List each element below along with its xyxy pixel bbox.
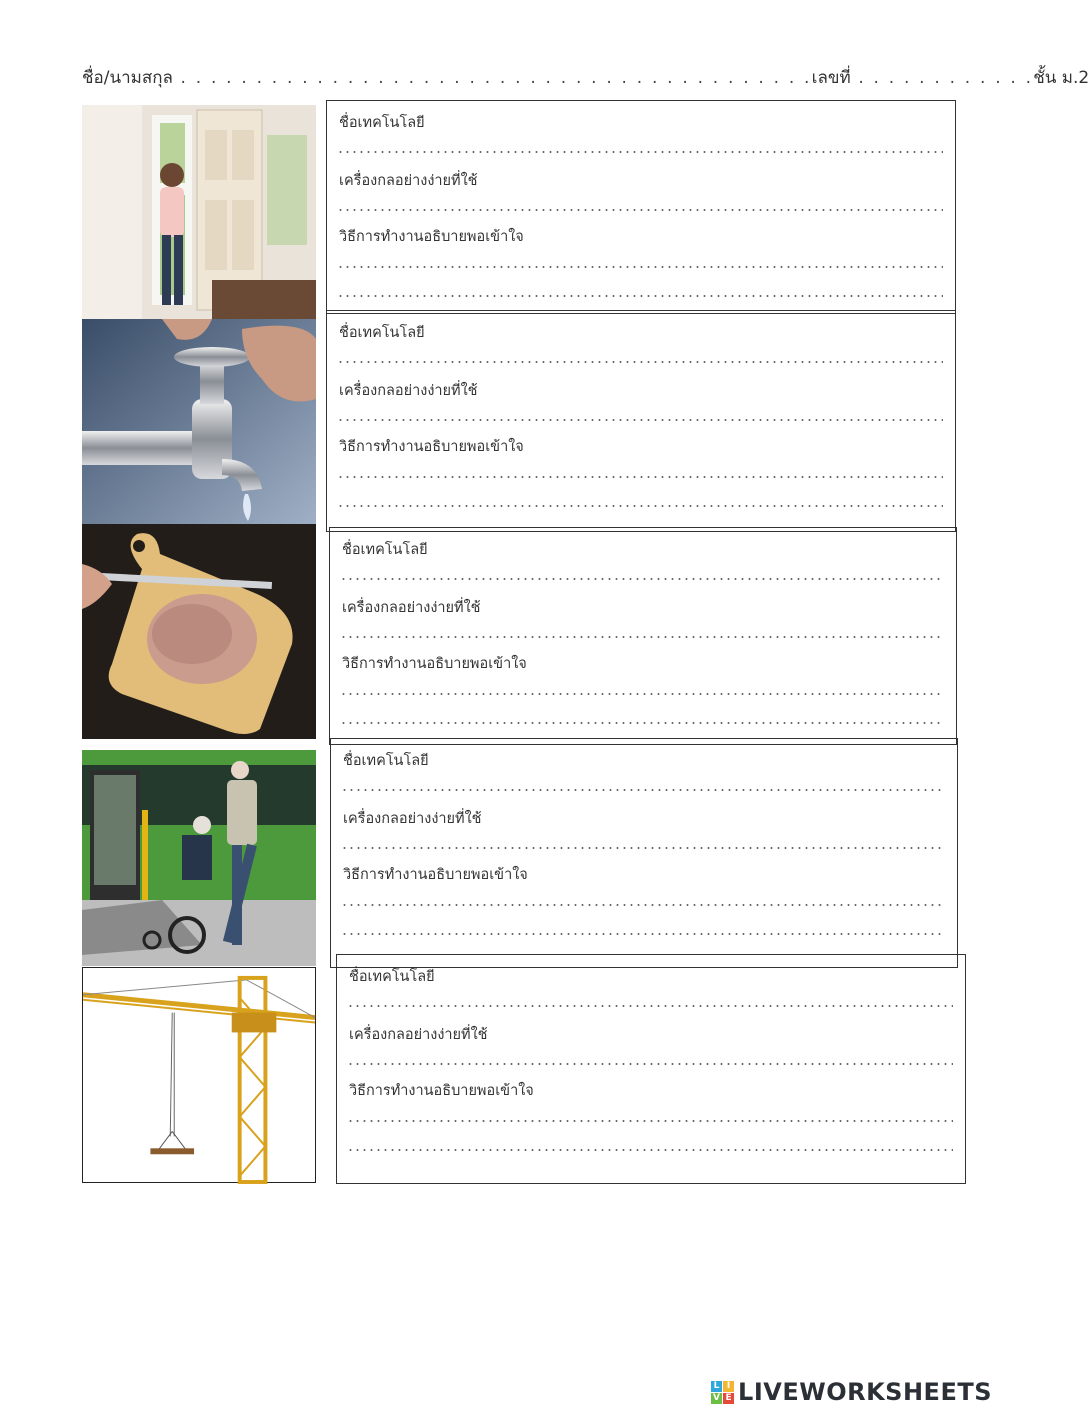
explanation-answer-line-2[interactable]: [337, 505, 943, 507]
name-blank: . . . . . . . . . . . . . . . . . . . . . . . . . . . . . . . . . . . . . . . . . .: [172, 68, 812, 88]
explanation-label: วิธีการทำงานอธิบายพอเข้าใจ: [342, 656, 527, 672]
simple-machine-label: เครื่องกลอย่างง่ายที่ใช้: [342, 600, 481, 616]
logo-mark-icon: L I V E: [711, 1381, 734, 1404]
technology-name-answer-line[interactable]: [340, 578, 944, 580]
explanation-label: วิธีการทำงานอธิบายพอเข้าใจ: [349, 1083, 534, 1099]
explanation-label: วิธีการทำงานอธิบายพอเข้าใจ: [339, 439, 524, 455]
explanation-answer-line-2[interactable]: [337, 295, 943, 297]
simple-machine-label: เครื่องกลอย่างง่ายที่ใช้: [339, 383, 478, 399]
explanation-answer-line-2[interactable]: [341, 933, 945, 935]
photo-tower-crane: [82, 967, 316, 1183]
photo-wheelchair-bus-ramp: [82, 750, 316, 966]
class-label: ชั้น ม.2: [1033, 68, 1089, 88]
simple-machine-answer-line[interactable]: [341, 847, 945, 849]
photo-water-tap: [82, 319, 316, 524]
answer-box-5: [336, 954, 966, 1184]
number-label: เลขที่: [811, 68, 851, 88]
explanation-answer-line-1[interactable]: [347, 1120, 953, 1122]
technology-name-answer-line[interactable]: [347, 1005, 953, 1007]
photo-woman-opening-door: [82, 105, 316, 319]
answer-box-3: [329, 527, 957, 745]
technology-name-label: ชื่อเทคโนโลยี: [339, 115, 425, 131]
technology-name-answer-line[interactable]: [337, 361, 943, 363]
technology-name-answer-line[interactable]: [341, 789, 945, 791]
name-label: ชื่อ/นามสกุล: [82, 68, 173, 88]
logo-text: LIVEWORKSHEETS: [738, 1378, 992, 1406]
technology-name-label: ชื่อเทคโนโลยี: [339, 325, 425, 341]
liveworksheets-logo: [711, 1378, 992, 1406]
explanation-answer-line-1[interactable]: [340, 693, 944, 695]
simple-machine-answer-line[interactable]: [347, 1063, 953, 1065]
explanation-answer-line-2[interactable]: [340, 722, 944, 724]
simple-machine-label: เครื่องกลอย่างง่ายที่ใช้: [343, 811, 482, 827]
answer-box-1: [326, 100, 956, 314]
technology-name-answer-line[interactable]: [337, 151, 943, 153]
simple-machine-answer-line[interactable]: [337, 419, 943, 421]
explanation-label: วิธีการทำงานอธิบายพอเข้าใจ: [339, 229, 524, 245]
explanation-label: วิธีการทำงานอธิบายพอเข้าใจ: [343, 867, 528, 883]
explanation-answer-line-2[interactable]: [347, 1149, 953, 1151]
technology-name-label: ชื่อเทคโนโลยี: [343, 753, 429, 769]
explanation-answer-line-1[interactable]: [341, 904, 945, 906]
student-info-line: [82, 64, 1089, 91]
explanation-answer-line-1[interactable]: [337, 266, 943, 268]
answer-box-2: [326, 310, 956, 532]
explanation-answer-line-1[interactable]: [337, 476, 943, 478]
simple-machine-answer-line[interactable]: [337, 209, 943, 211]
technology-name-label: ชื่อเทคโนโลยี: [342, 542, 428, 558]
simple-machine-label: เครื่องกลอย่างง่ายที่ใช้: [349, 1027, 488, 1043]
answer-box-4: [330, 738, 958, 968]
simple-machine-label: เครื่องกลอย่างง่ายที่ใช้: [339, 173, 478, 189]
technology-name-label: ชื่อเทคโนโลยี: [349, 969, 435, 985]
number-blank: . . . . . . . . . . . .: [850, 68, 1034, 88]
simple-machine-answer-line[interactable]: [340, 636, 944, 638]
photo-knife-cutting-board: [82, 524, 316, 739]
